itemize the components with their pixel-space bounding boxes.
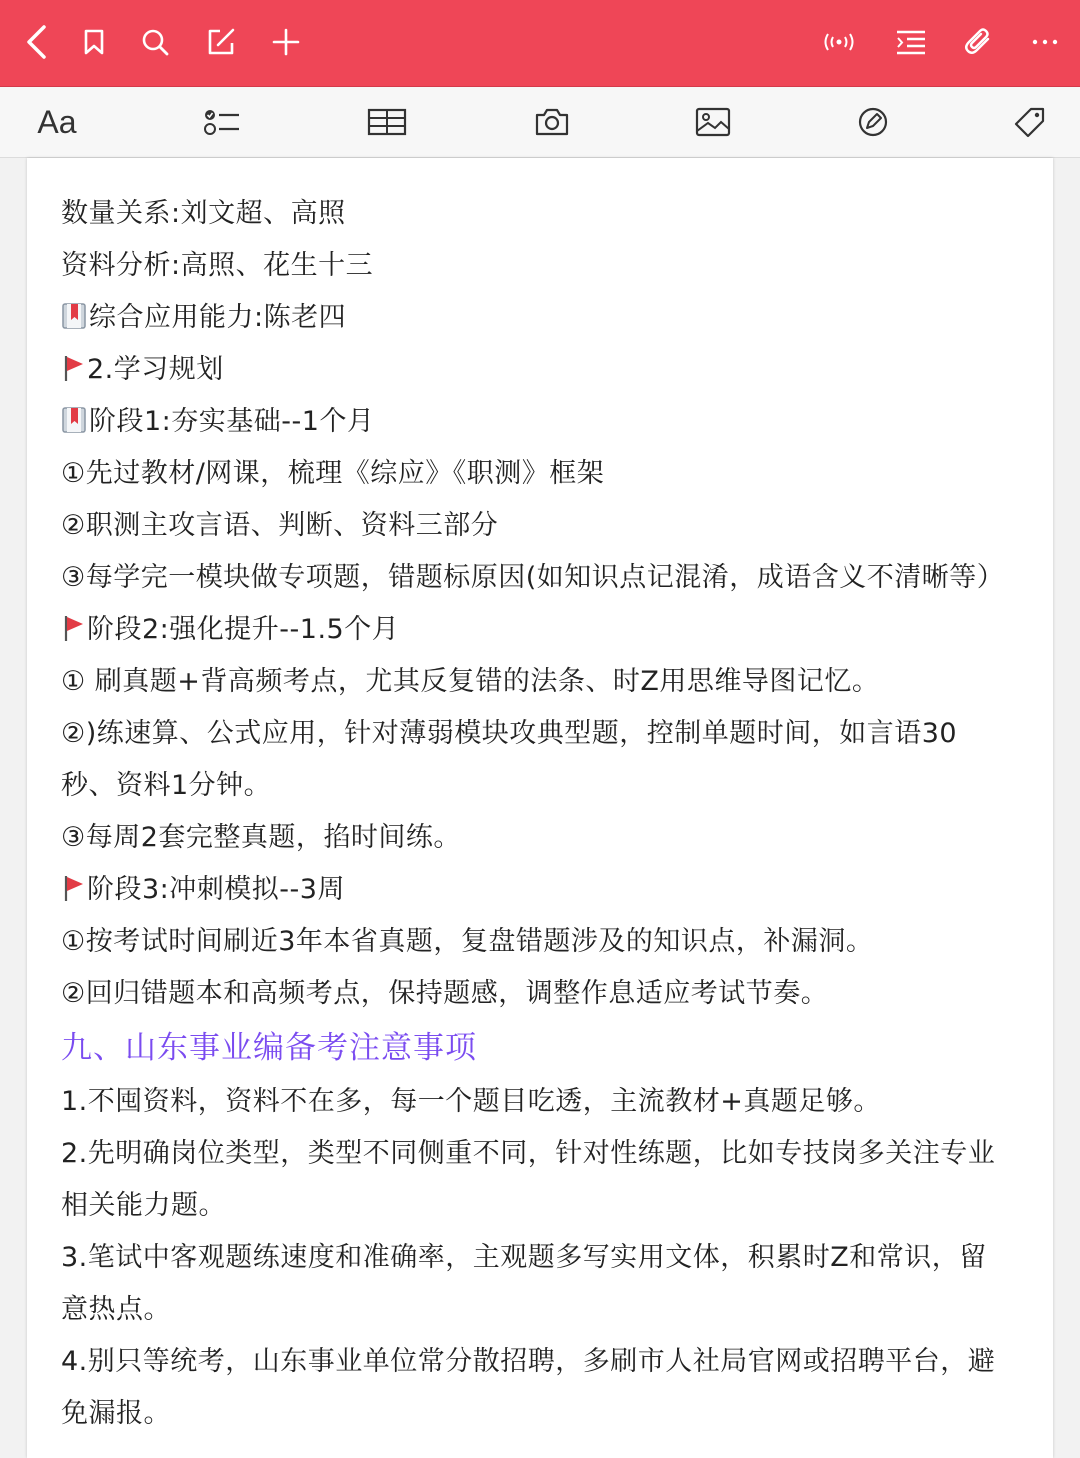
bookmark-icon[interactable] <box>71 19 117 65</box>
text-line: ①按考试时间刷近3年本省真题，复盘错题涉及的知识点，补漏洞。 <box>61 926 874 957</box>
attachment-icon[interactable] <box>956 19 1002 65</box>
text-line: 相关能力题。 <box>61 1190 226 1221</box>
table-icon[interactable] <box>362 99 412 145</box>
red-flag-icon <box>61 348 85 400</box>
text-line <box>61 604 1021 656</box>
text-line <box>61 292 1021 344</box>
text-line-content: 2.学习规划 <box>87 354 224 385</box>
text-line <box>61 864 1021 916</box>
note-page[interactable] <box>27 158 1053 1458</box>
text-line: 1.不囤资料，资料不在多，每一个题目吃透，主流教材+真题足够。 <box>61 1086 881 1117</box>
text-line: 数量关系:刘文超、高照 <box>61 198 346 229</box>
camera-icon[interactable] <box>527 99 577 145</box>
text-line: 3.笔试中客观题练速度和准确率，主观题多写实用文体，积累时Z和常识，留 <box>61 1242 987 1273</box>
image-icon[interactable] <box>688 99 738 145</box>
text-line-content: 阶段2:强化提升--1.5个月 <box>87 614 400 645</box>
text-line: 2.先明确岗位类型，类型不同侧重不同，针对性练题，比如专技岗多关注专业 <box>61 1138 996 1169</box>
text-line-content: 综合应用能力:陈老四 <box>89 302 347 333</box>
broadcast-icon[interactable] <box>816 19 862 65</box>
text-line: 意热点。 <box>61 1294 171 1325</box>
tag-icon[interactable] <box>1005 99 1055 145</box>
book-icon <box>61 400 87 452</box>
edit-icon[interactable] <box>198 19 244 65</box>
format-toolbar <box>0 87 1080 158</box>
text-line: ②回归错题本和高频考点，保持题感，调整作息适应考试节奏。 <box>61 978 829 1009</box>
text-line: 4.别只等统考，山东事业单位常分散招聘，多刷市人社局官网或招聘平台，避 <box>61 1346 996 1377</box>
text-format-label: Aa <box>37 103 77 140</box>
outline-icon[interactable] <box>888 19 934 65</box>
text-line: ②职测主攻言语、判断、资料三部分 <box>61 510 499 541</box>
text-line <box>61 396 1021 448</box>
text-line-content: 阶段3:冲刺模拟--3周 <box>87 874 345 905</box>
text-line: ①先过教材/网课，梳理《综应》《职测》框架 <box>61 458 605 489</box>
red-flag-icon <box>61 608 85 660</box>
pen-icon[interactable] <box>848 99 898 145</box>
checklist-icon[interactable] <box>197 99 247 145</box>
note-content[interactable] <box>61 188 1021 1440</box>
more-icon[interactable] <box>1022 19 1068 65</box>
red-flag-icon <box>61 868 85 920</box>
top-toolbar <box>0 0 1080 87</box>
text-line: ③每周2套完整真题，掐时间练。 <box>61 822 461 853</box>
text-line: ②)练速算、公式应用，针对薄弱模块攻典型题，控制单题时间，如言语30 <box>61 718 958 749</box>
section-heading: 九、山东事业编备考注意事项 <box>61 1030 477 1066</box>
text-line-content: 阶段1:夯实基础--1个月 <box>89 406 375 437</box>
book-icon <box>61 296 87 348</box>
text-line: 秒、资料1分钟。 <box>61 770 272 801</box>
text-line: ③每学完一模块做专项题，错题标原因(如知识点记混淆，成语含义不清晰等） <box>61 562 1005 593</box>
text-line: 资料分析:高照、花生十三 <box>61 250 374 281</box>
text-format-button[interactable] <box>32 99 82 145</box>
back-icon[interactable] <box>14 19 60 65</box>
add-icon[interactable] <box>263 19 309 65</box>
text-line: ① 刷真题+背高频考点，尤其反复错的法条、时Z用思维导图记忆。 <box>61 666 880 697</box>
search-icon[interactable] <box>132 19 178 65</box>
text-line: 免漏报。 <box>61 1398 171 1429</box>
text-line <box>61 344 1021 396</box>
